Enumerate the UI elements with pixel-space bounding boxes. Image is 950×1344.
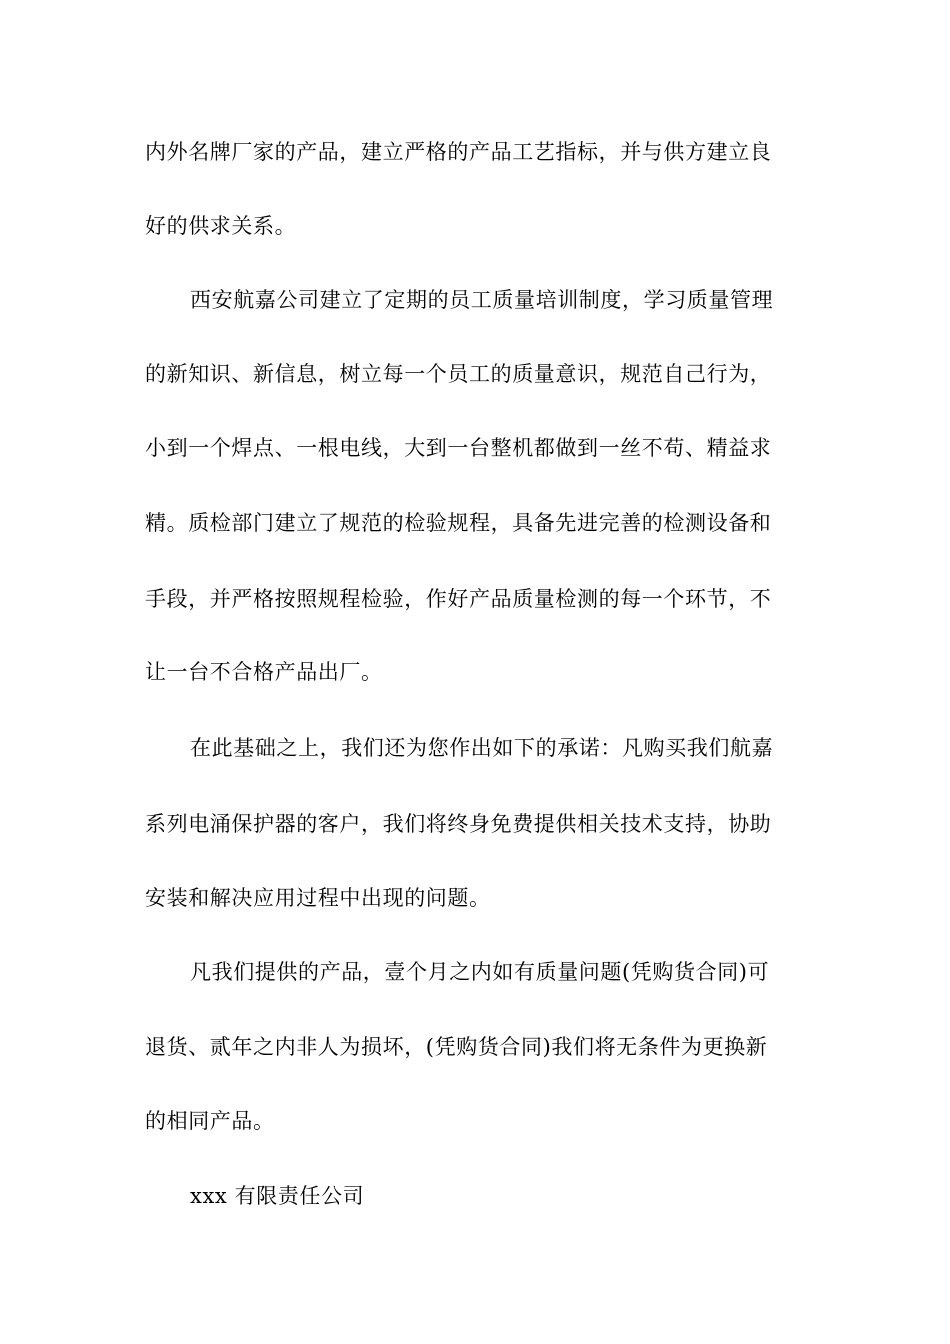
text-line: 的相同产品。 (145, 1109, 275, 1133)
text-line: 系列电涌保护器的客户，我们将终身免费提供相关技术支持，协助 (145, 812, 772, 836)
text-line: 内外名牌厂家的产品，建立严格的产品工艺指标，并与供方建立良 (145, 140, 772, 164)
text-line: 手段，并严格按照规程检验，作好产品质量检测的每一个环节，不 (145, 587, 772, 611)
text-line: 小到一个焊点、一根电线，大到一台整机都做到一丝不苟、精益求 (145, 436, 772, 460)
text-line: 好的供求关系。 (145, 214, 297, 238)
company-signature: xxx 有限责任公司 (190, 1184, 365, 1208)
paragraph-first-line: 在此基础之上，我们还为您作出如下的承诺：凡购买我们航嘉 (190, 736, 774, 760)
text-line: 让一台不合格产品出厂。 (145, 660, 383, 684)
paragraph-first-line: 西安航嘉公司建立了定期的员工质量培训制度，学习质量管理 (190, 288, 774, 312)
text-line: 精。质检部门建立了规范的检验规程，具备先进完善的检测设备和 (145, 511, 772, 535)
text-line: 的新知识、新信息，树立每一个员工的质量意识，规范自己行为， (145, 362, 772, 386)
text-line: 退货、贰年之内非人为损坏，(凭购货合同)我们将无条件为更换新 (145, 1035, 768, 1059)
paragraph-first-line: 凡我们提供的产品，壹个月之内如有质量问题(凭购货合同)可 (190, 960, 770, 984)
text-line: 安装和解决应用过程中出现的问题。 (145, 886, 491, 910)
